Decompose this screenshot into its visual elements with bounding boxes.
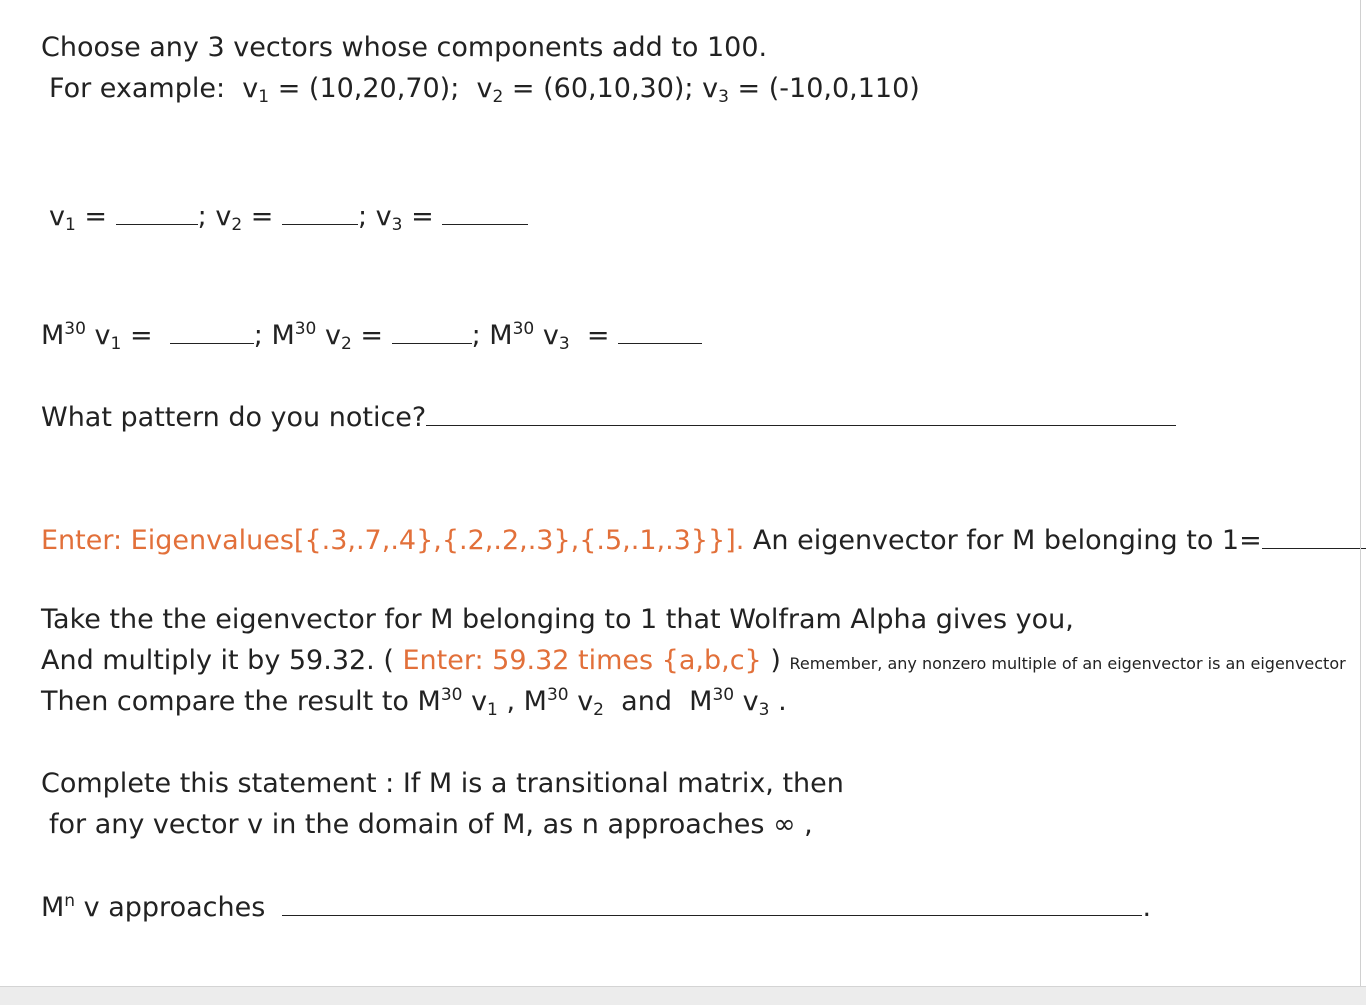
subscript-3: 3 (758, 700, 770, 720)
approaches-line (41, 890, 1151, 924)
exponent-30: 30 (294, 319, 317, 339)
equals-sign: = (511, 73, 535, 104)
pattern-question: What pattern do you notice? (41, 402, 427, 433)
comma: , (506, 686, 516, 717)
equals-sign: = (411, 201, 434, 232)
v1-answer-blank[interactable] (116, 199, 198, 225)
equals-sign: = (84, 201, 108, 232)
equals-sign: = (586, 320, 610, 351)
subscript-1: 1 (64, 215, 76, 235)
intro-line: Choose any 3 vectors whose components add to 100. (41, 32, 768, 63)
complete-line-2: for any vector v in the domain of M, as n approaches ∞ , (49, 809, 813, 840)
m30-v3-answer-blank[interactable] (618, 318, 702, 344)
v-symbol: v (742, 686, 759, 717)
remember-note: Remember, any nonzero multiple of an eigenvector is an eigenvector (789, 654, 1346, 673)
m-symbol: M (41, 892, 65, 923)
v-symbol: v (215, 201, 232, 232)
period: . (778, 686, 787, 717)
take-line-2 (41, 645, 1346, 680)
eigenvector-prompt: An eigenvector for M belonging to 1= (752, 525, 1262, 556)
v3-example: (-10,0,110) (768, 73, 920, 104)
exponent-30: 30 (512, 319, 535, 339)
subscript-2: 2 (340, 334, 352, 354)
subscript-1: 1 (258, 87, 270, 107)
subscript-2: 2 (593, 700, 604, 720)
v3-answer-blank[interactable] (442, 199, 528, 225)
pattern-question-line (41, 400, 1176, 434)
semicolon: ; (357, 201, 368, 232)
subscript-3: 3 (718, 87, 729, 107)
subscript-2: 2 (231, 215, 243, 235)
v-symbol: v (242, 73, 259, 104)
v-symbol: v (476, 73, 493, 104)
semicolon: ; (471, 320, 481, 351)
v-symbol: v (471, 686, 488, 717)
semicolon: ; (253, 320, 263, 351)
eigenvalues-command: Enter: Eigenvalues[{.3,.7,.4},{.2,.2,.3},{.5,.1,.3}}]. (41, 525, 745, 556)
compare-text: Then compare the result to (41, 686, 409, 717)
m30-entry-line (41, 318, 702, 352)
v-symbol: v (94, 320, 111, 351)
m30-v1-answer-blank[interactable] (170, 318, 254, 344)
m30-v2-answer-blank[interactable] (392, 318, 472, 344)
close-paren: ) (770, 645, 781, 676)
multiply-command: Enter: 59.32 times {a,b,c} (402, 645, 762, 676)
v-symbol: v (702, 73, 719, 104)
window-bottom-strip (0, 986, 1366, 1005)
example-label: For example: (49, 73, 226, 104)
subscript-3: 3 (558, 334, 570, 354)
complete-line-1: Complete this statement : If M is a transitional matrix, then (41, 768, 844, 799)
v-symbol: v (49, 201, 65, 232)
vector-entry-line (49, 199, 528, 233)
v1-example: (10,20,70); (308, 73, 460, 104)
equals-sign: = (129, 320, 153, 351)
subscript-3: 3 (391, 215, 403, 235)
v-symbol: v (375, 201, 392, 232)
m-symbol: M (41, 320, 65, 351)
v-symbol: v (577, 686, 594, 717)
m-symbol: M (417, 686, 441, 717)
m-symbol: M (489, 320, 513, 351)
exponent-30: 30 (440, 685, 463, 705)
m-symbol: M (523, 686, 547, 717)
example-line (49, 73, 920, 105)
equals-sign: = (360, 320, 383, 351)
eigenvector-answer-blank[interactable] (1262, 523, 1366, 549)
m-symbol: M (689, 686, 713, 717)
exponent-30: 30 (712, 685, 735, 705)
take-line-1: Take the the eigenvector for M belonging to 1 that Wolfram Alpha gives you, (41, 604, 1074, 635)
eigen-line (41, 523, 1366, 557)
approaches-text: v approaches (83, 892, 266, 923)
v2-answer-blank[interactable] (282, 199, 358, 225)
limit-answer-blank[interactable] (282, 890, 1142, 916)
v2-example: (60,10,30); (543, 73, 694, 104)
multiply-text: And multiply it by 59.32. ( (41, 645, 394, 676)
page-edge (1360, 0, 1361, 986)
v-symbol: v (542, 320, 559, 351)
equals-sign: = (737, 73, 761, 104)
exponent-30: 30 (546, 685, 569, 705)
equals-sign: = (250, 201, 274, 232)
semicolon: ; (197, 201, 207, 232)
take-line-3 (41, 686, 787, 718)
exponent-n: n (64, 891, 76, 911)
v-symbol: v (324, 320, 341, 351)
pattern-answer-blank[interactable] (426, 400, 1176, 426)
m-symbol: M (271, 320, 295, 351)
exponent-30: 30 (64, 319, 86, 339)
period: . (1142, 892, 1152, 923)
subscript-1: 1 (487, 700, 498, 720)
subscript-1: 1 (110, 334, 122, 354)
equals-sign: = (277, 73, 301, 104)
and-word: and (621, 686, 672, 717)
subscript-2: 2 (492, 87, 504, 107)
